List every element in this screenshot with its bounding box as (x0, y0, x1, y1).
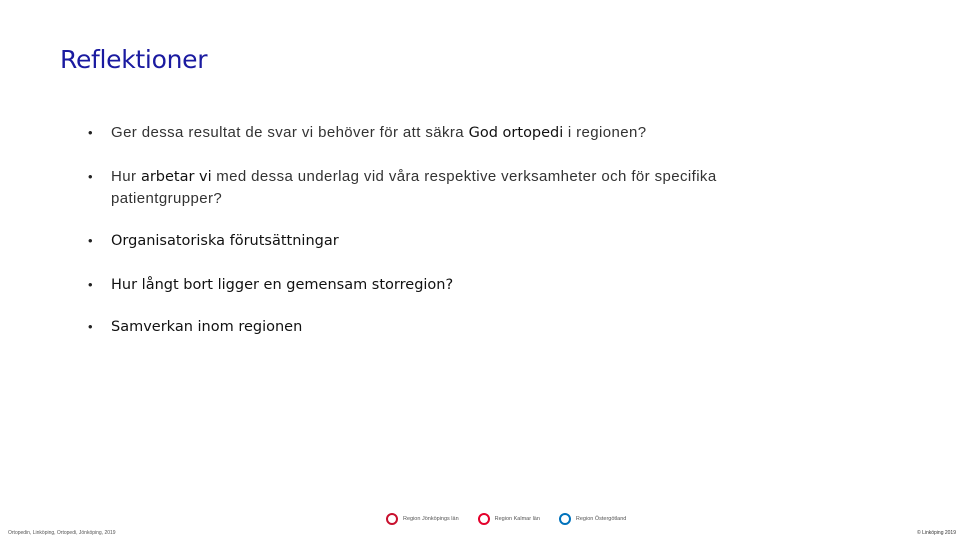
bullet-item (88, 122, 811, 144)
logo-text: Region Östergötland (575, 516, 627, 522)
bullet-text-segment: i regionen? (563, 124, 647, 141)
logo-mark-icon (385, 512, 399, 526)
region-logo (385, 512, 459, 526)
slide-title: Reflektioner (60, 45, 208, 74)
region-logo (477, 512, 540, 526)
bullet-item (88, 230, 811, 252)
bullet-text (111, 316, 811, 338)
logo-text: Region Kalmar län (494, 516, 540, 522)
bullet-text-emphasis: arbetar vi (140, 169, 212, 185)
bullet-text (111, 166, 811, 210)
bullet-marker: • (88, 233, 93, 248)
footer-right-text: © Linköping 2019 (917, 530, 956, 536)
bullet-text-emphasis: Samverkan inom regionen (111, 319, 303, 335)
bullet-text-segment: Ger dessa resultat de svar vi behöver för att säkra (111, 124, 469, 141)
logo-text: Region Jönköpings län (403, 516, 459, 522)
bullet-item (88, 274, 811, 296)
bullet-marker: • (88, 277, 93, 292)
region-logo (558, 512, 626, 526)
bullet-text-segment: Hur (111, 168, 141, 185)
bullet-text (111, 230, 811, 252)
bullet-marker: • (88, 169, 93, 184)
bullet-item (88, 316, 811, 338)
footer-logos (385, 512, 626, 526)
bullet-marker: • (88, 319, 93, 334)
bullet-text-emphasis: God ortopedi (468, 125, 564, 141)
bullet-text (111, 122, 811, 144)
logo-mark-icon (477, 512, 491, 526)
bullet-marker: • (88, 125, 93, 140)
bullet-text-segment: med dessa underlag vid våra respektive verksamheter och för specifika patientgrupper? (111, 168, 717, 207)
footer-left-text: Ortopedin, Linköping, Ortopedi, Jönköping, 2019 (8, 530, 116, 536)
bullet-text (111, 274, 811, 296)
bullet-item (88, 166, 811, 210)
logo-mark-icon (558, 512, 572, 526)
bullet-text-emphasis: Hur långt bort ligger en gemensam storregion? (111, 277, 454, 293)
bullet-text-emphasis: Organisatoriska förutsättningar (111, 233, 339, 249)
